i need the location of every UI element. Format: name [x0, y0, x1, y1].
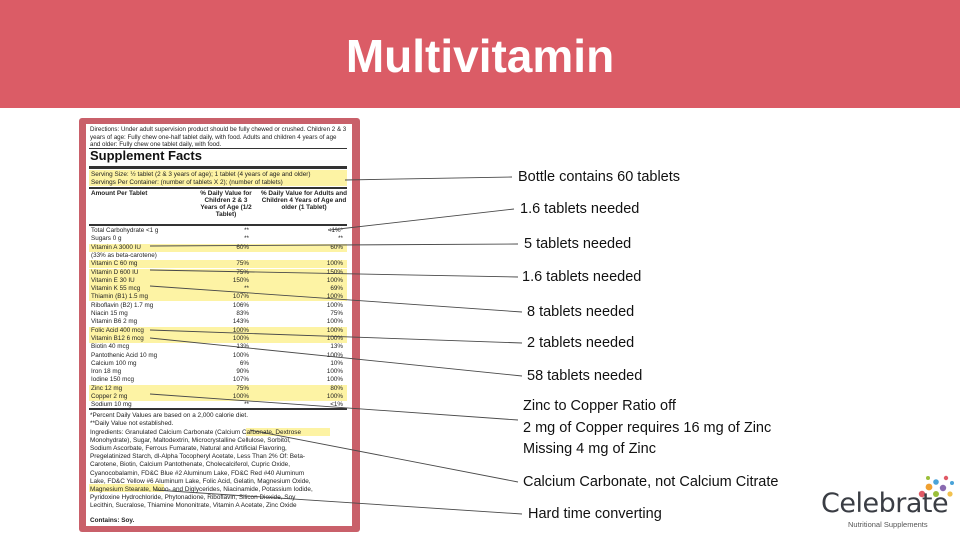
nutrient-name: Vitamin D 600 IU	[91, 268, 139, 276]
connector-line	[150, 286, 522, 312]
ingredients-line: Pregelatinized Starch, dl-Alpha Tocopheryl Acetate, Less Than 2% Of: Beta-	[90, 453, 306, 461]
nutrient-dv-children: 60%	[236, 243, 249, 251]
nutrient-dv-children: 75%	[236, 268, 249, 276]
nutrient-dv-children: 90%	[236, 368, 249, 376]
nutrient-name: Folic Acid 400 mcg	[91, 326, 144, 334]
ingredients-line: Cyanocobalamin, FD&C Blue #2 Aluminum Lake, FD&C Red #40 Aluminum	[90, 469, 305, 477]
nutrient-dv-adults: 100%	[326, 351, 343, 359]
annotation-calcium-form: Calcium Carbonate, not Calcium Citrate	[523, 474, 779, 490]
nutrient-dv-children: 107%	[232, 293, 249, 301]
nutrient-name: Zinc 12 mg	[91, 384, 123, 392]
connector-line	[150, 244, 518, 246]
nutrient-name: Iron 18 mg	[91, 368, 122, 376]
nutrient-dv-adults: 100%	[326, 326, 343, 334]
annotation-tablets-needed: 1.6 tablets needed	[520, 201, 640, 217]
nutrient-dv-children: 83%	[236, 310, 249, 317]
servings-per-container: Servings Per Container: (number of tablets X 2); (number of tablets)	[91, 179, 283, 186]
annotation-bottle-count: Bottle contains 60 tablets	[518, 169, 681, 185]
connector-line	[345, 177, 512, 180]
col-adults: % Daily Value for Adults and Children 4 Years of Age and older (1 Tablet)	[260, 190, 348, 211]
nutrient-dv-adults: 80%	[330, 384, 343, 392]
nutrient-name: Vitamin E 30 IU	[91, 276, 135, 284]
connector-line	[150, 270, 518, 277]
ingredients-line: Lake, FD&C Yellow #6 Aluminum Lake, Folic Acid, Gelatin, Magnesium Oxide,	[90, 477, 311, 485]
nutrient-dv-children: 13%	[236, 343, 249, 351]
nutrient-name: Vitamin C 60 mg	[91, 260, 138, 268]
nutrient-dv-adults: <1%*	[327, 227, 343, 234]
nutrient-dv-adults: 10%	[330, 359, 343, 367]
nutrient-dv-adults: 100%	[326, 301, 343, 309]
nutrient-name: Vitamin A 3000 IU	[91, 243, 141, 251]
nutrient-dv-adults: 100%	[326, 376, 343, 384]
nutrient-dv-adults: 100%	[326, 293, 343, 301]
nutrient-dv-adults: **	[338, 235, 343, 243]
nutrient-dv-adults: 100%	[326, 393, 343, 400]
nutrient-dv-children: 106%	[232, 301, 249, 309]
annotation-tablets-needed: 8 tablets needed	[527, 304, 635, 320]
nutrient-name: Riboflavin (B2) 1.7 mg	[91, 301, 154, 309]
footnote-dv: *Percent Daily Values are based on a 2,000 calorie diet.	[90, 412, 248, 419]
celebrate-logo	[818, 474, 958, 538]
nutrient-dv-children: 100%	[232, 351, 249, 359]
nutrient-dv-adults: 100%	[326, 334, 343, 342]
nutrient-dv-adults: 100%	[326, 318, 343, 326]
nutrient-dv-children: **	[244, 285, 249, 293]
nutrient-name: Vitamin B12 6 mcg	[91, 334, 144, 342]
ingredients-line: Ingredients: Granulated Calcium Carbonate (Calcium Carbonate, Dextrose	[90, 429, 301, 436]
annotation-tablets-needed: 5 tablets needed	[524, 236, 632, 252]
nutrient-name: Niacin 15 mg	[91, 310, 128, 317]
ingredients-line: Monohydrate), Sugar, Maltodextrin, Microcrystalline Cellulose, Sorbitol,	[90, 437, 291, 445]
logo-wordmark: Celebrate	[821, 488, 949, 519]
annotation-tablets-needed: 1.6 tablets needed	[522, 269, 642, 285]
connector-line	[150, 394, 518, 420]
nutrient-name: Vitamin K 55 mcg	[91, 285, 141, 293]
nutrient-dv-adults: 100%	[326, 368, 343, 376]
nutrient-dv-children: **	[244, 227, 249, 234]
nutrient-dv-children: 6%	[239, 359, 249, 367]
nutrient-dv-adults: 100%	[326, 260, 343, 268]
connector-line	[150, 330, 522, 343]
ingredients-line: Pyridoxine Hydrochloride, Phytonadione, Riboflavin, Silicon Dioxide, Soy	[90, 493, 296, 501]
nutrient-name: (33% as beta-carotene)	[91, 251, 157, 259]
col-children: % Daily Value for Children 2 & 3 Years of Age (1/2 Tablet)	[200, 190, 252, 218]
nutrient-dv-adults: 13%	[330, 343, 343, 351]
footnote-not-established: **Daily Value not established.	[90, 420, 174, 427]
serving-size: Serving Size: ½ tablet (2 & 3 years of age); 1 tablet (4 years of age and older)	[91, 171, 311, 178]
nutrient-name: Sugars 0 g	[91, 235, 122, 243]
nutrient-dv-adults: 69%	[330, 285, 343, 293]
ingredients-line: Lecithin, Sucralose, Thiamine Mononitrate, Vitamin A Acetate, Zinc Oxide	[90, 501, 297, 509]
nutrient-dv-children: 100%	[232, 326, 249, 334]
nutrient-name: Thiamin (B1) 1.5 mg	[91, 293, 149, 301]
annotation-zinc-copper-ratio: Zinc to Copper Ratio off	[523, 398, 676, 414]
nutrient-dv-adults: <1%	[330, 401, 343, 409]
connector-line	[155, 490, 522, 514]
nutrient-dv-children: 100%	[232, 393, 249, 400]
connector-line	[250, 430, 518, 482]
logo-tagline: Nutritional Supplements	[848, 520, 928, 529]
label-heading: Supplement Facts	[90, 148, 202, 163]
col-amount: Amount Per Tablet	[91, 190, 148, 197]
ingredients-line: Sodium Ascorbate, Ferrous Fumarate, Natural and Artificial Flavoring,	[90, 445, 287, 453]
nutrient-name: Pantothenic Acid 10 mg	[91, 351, 158, 359]
nutrient-dv-children: 75%	[236, 260, 249, 268]
nutrient-name: Total Carbohydrate <1 g	[91, 227, 159, 234]
ingredients-line: Carotene, Biotin, Calcium Pantothenate, Cholecalciferol, Cupric Oxide,	[90, 461, 290, 469]
annotation-tablets-needed: 2 tablets needed	[527, 335, 635, 351]
nutrient-name: Biotin 40 mcg	[91, 343, 130, 351]
nutrient-dv-adults: 100%	[326, 276, 343, 284]
annotation-tablets-needed: 58 tablets needed	[527, 368, 643, 384]
nutrient-dv-adults: 150%	[326, 268, 343, 276]
nutrient-dv-children: 107%	[232, 376, 249, 384]
nutrient-dv-adults: 60%	[330, 243, 343, 251]
annotation-copper-zinc-requirement: 2 mg of Copper requires 16 mg of Zinc	[523, 420, 772, 436]
annotation-missing-zinc: Missing 4 mg of Zinc	[523, 441, 656, 457]
ingredients-line: Magnesium Stearate, Mono- and Diglycerides, Niacinamide, Potassium Iodide,	[90, 485, 313, 493]
nutrient-dv-children: 100%	[232, 334, 249, 342]
nutrient-dv-children: 150%	[232, 276, 249, 284]
nutrient-name: Vitamin B6 2 mg	[91, 318, 138, 326]
nutrient-name: Copper 2 mg	[91, 393, 128, 400]
annotation-conversion: Hard time converting	[528, 506, 662, 522]
nutrient-dv-children: 75%	[236, 384, 249, 392]
label-directions: Directions: Under adult supervision product should be fully chewed or crushed. Children 2 & 3 years of age: Fully chew one-half tablet daily, with food. Adults and children 4 years of age and older: Fully chew one tablet daily, with food.	[90, 126, 347, 148]
connector-line	[150, 338, 522, 376]
nutrient-dv-children: **	[244, 235, 249, 243]
nutrient-dv-children: 143%	[232, 318, 249, 326]
slide-title: Multivitamin	[345, 30, 615, 82]
nutrient-dv-children: **	[244, 401, 249, 409]
nutrient-name: Iodine 150 mcg	[91, 376, 135, 384]
nutrient-dv-adults: 75%	[330, 310, 343, 317]
connector-line	[330, 209, 514, 230]
contains-statement: Contains: Soy.	[90, 517, 135, 524]
nutrient-name: Sodium 10 mg	[91, 401, 132, 409]
nutrient-name: Calcium 100 mg	[91, 359, 137, 367]
